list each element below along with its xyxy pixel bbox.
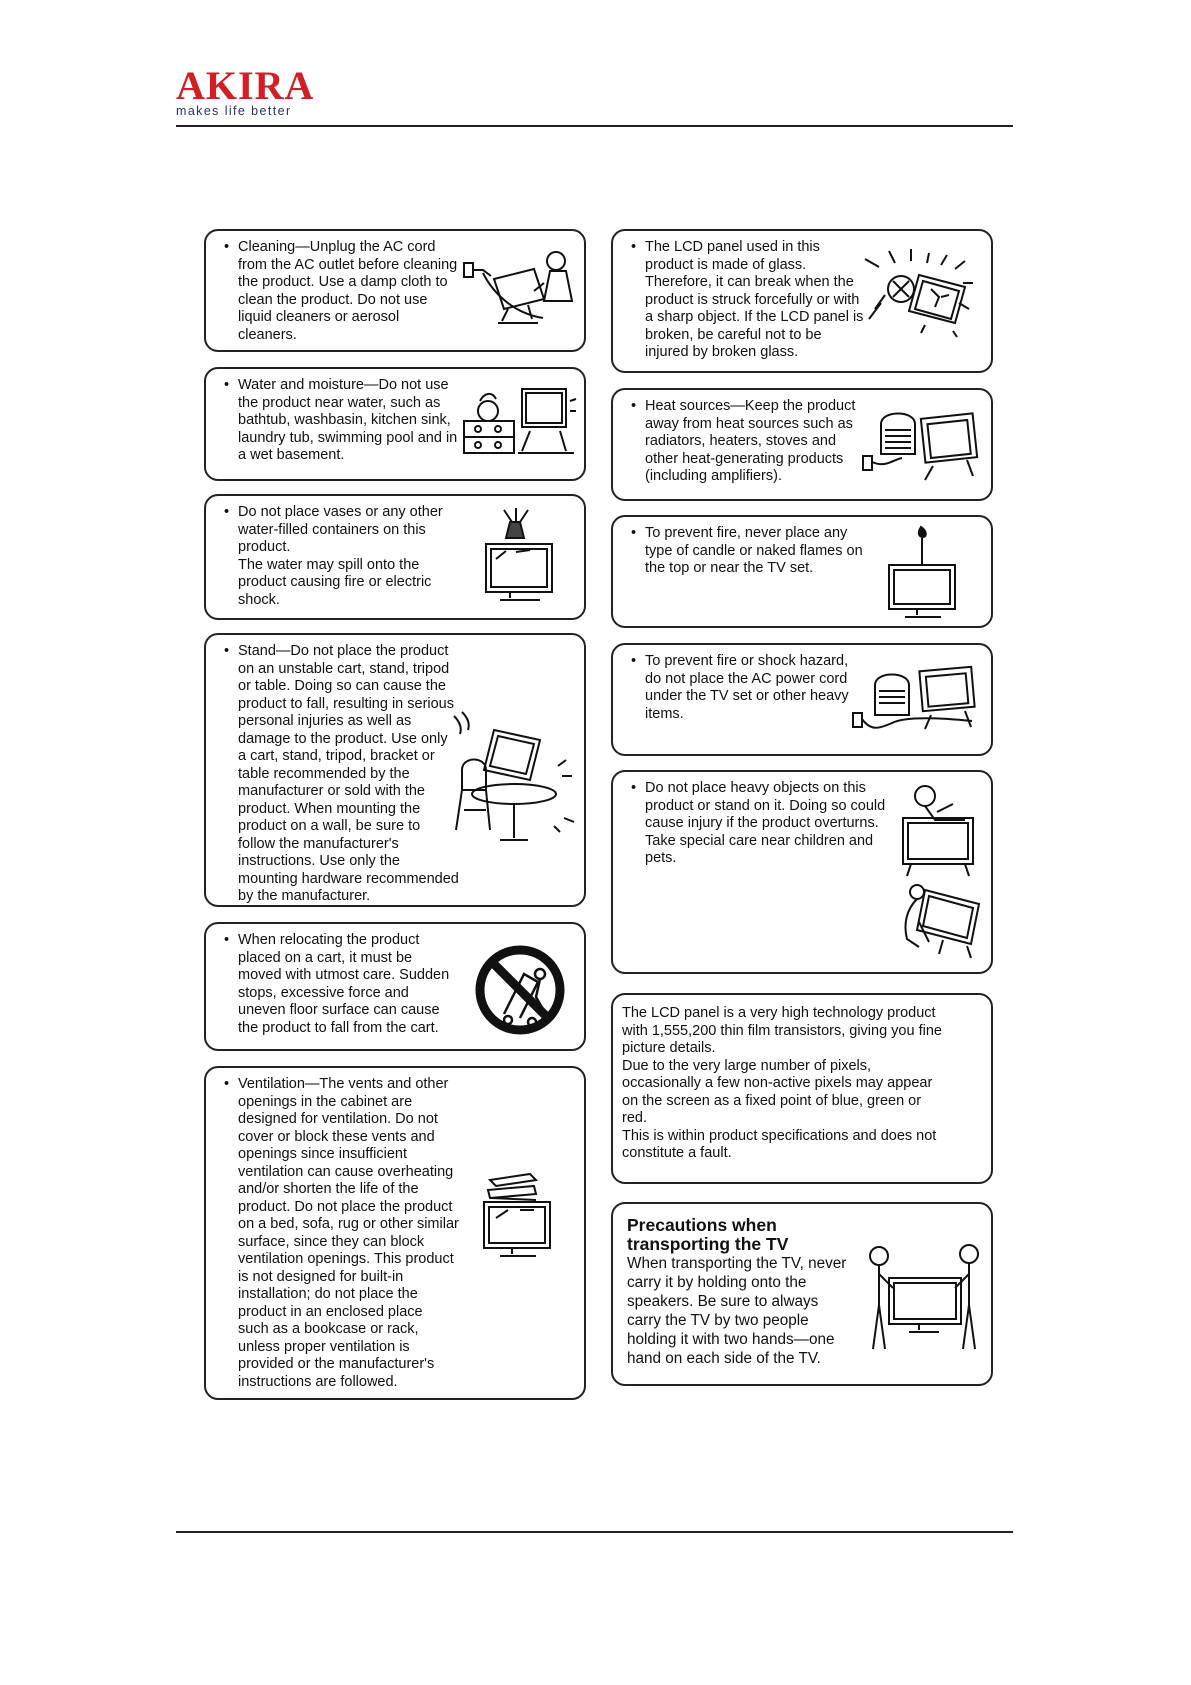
text-line: product. When mounting the: [238, 800, 421, 817]
brand-logo: AKIRA: [176, 63, 315, 108]
precautions-body: [627, 1254, 859, 1368]
text-line: ventilation openings. This product: [238, 1251, 454, 1267]
text-line: This is within product specifications and does not: [622, 1127, 937, 1144]
safety-box-stand: [204, 633, 586, 907]
safety-box-cleaning: [204, 229, 586, 352]
text-line: other heat-generating products: [645, 450, 844, 467]
text-line: laundry tub, swimming pool and in: [238, 429, 458, 446]
text-line: injured by broken glass.: [645, 344, 799, 360]
title-line: Precautions when: [627, 1215, 777, 1235]
text-line: red.: [622, 1110, 647, 1126]
text-line: type of candle or naked flames on: [645, 542, 863, 559]
text-line: on the screen as a fixed point of blue, green or: [622, 1092, 922, 1109]
power-cord-under-tv-icon: [849, 657, 985, 747]
text-line: • Do not place vases or any other: [238, 504, 443, 520]
safety-text-cord: [623, 653, 849, 723]
text-line: instructions are followed.: [238, 1373, 398, 1390]
text-line: bathtub, washbasin, kitchen sink,: [238, 412, 451, 428]
text-line: Due to the very large number of pixels,: [622, 1057, 872, 1074]
safety-text-stand: [216, 643, 459, 906]
text-line: pets.: [645, 850, 677, 866]
page-header: [176, 63, 315, 118]
text-line: follow the manufacturer's: [238, 835, 399, 852]
text-line: damage to the product. Use only: [238, 730, 448, 747]
text-line: openings in the cabinet are: [238, 1093, 413, 1110]
text-line: • Do not place heavy objects on this: [645, 780, 866, 796]
text-line: cause injury if the product overturns.: [645, 815, 879, 831]
safety-text-heat: [623, 398, 855, 486]
safety-box-water: [204, 367, 586, 481]
text-line: uneven floor surface can cause: [238, 1002, 440, 1018]
text-line: carry the TV by two people: [627, 1312, 809, 1329]
text-line: the top or near the TV set.: [645, 560, 814, 576]
text-line: product or stand on it. Doing so could: [645, 797, 886, 814]
transport-precautions-box: [611, 1202, 993, 1386]
text-line: • The LCD panel used in this: [645, 239, 820, 255]
books-on-tv-icon: [476, 1168, 566, 1264]
text-line: the product near water, such as: [238, 394, 441, 411]
safety-text-ventilation: [216, 1076, 459, 1391]
safety-box-heavy: [611, 770, 993, 974]
text-line: mounting hardware recommended: [238, 870, 459, 887]
text-line: product causing fire or electric: [238, 574, 432, 590]
text-line: product is struck forcefully or with: [645, 291, 860, 308]
text-line: provided or the manufacturer's: [238, 1356, 435, 1372]
text-line: carry it by holding onto the: [627, 1274, 807, 1291]
text-line: do not place the AC power cord: [645, 670, 848, 687]
text-line: picture details.: [622, 1040, 716, 1056]
tv-falling-table-icon: [444, 710, 580, 850]
text-line: When transporting the TV, never: [627, 1255, 847, 1272]
text-line: a cart, stand, tripod, bracket or: [238, 748, 435, 764]
text-line: such as a bookcase or rack,: [238, 1321, 419, 1337]
text-line: manufacturer or sold with the: [238, 783, 425, 799]
text-line: table recommended by the: [238, 765, 410, 782]
brand-tagline: makes life better: [176, 104, 292, 118]
text-line: cleaners.: [238, 326, 297, 343]
safety-box-candle: [611, 515, 993, 628]
text-line: installation; do not place the: [238, 1286, 418, 1302]
text-line: occasionally a few non-active pixels may appear: [622, 1075, 933, 1091]
text-line: and/or shorten the life of the: [238, 1181, 419, 1197]
text-line: by the manufacturer.: [238, 888, 371, 904]
text-line: the product. Use a damp cloth to: [238, 274, 448, 290]
safety-text-vases: [216, 504, 443, 609]
tv-cleaning-icon: [458, 243, 578, 333]
safety-text-heavy: [623, 780, 885, 868]
text-line: (including amplifiers).: [645, 468, 782, 484]
vase-on-tv-icon: [476, 504, 566, 609]
safety-text-candle: [623, 525, 863, 578]
text-line: • Stand—Do not place the product: [238, 643, 449, 659]
text-line: surface, since they can block: [238, 1233, 425, 1250]
text-line: a wet basement.: [238, 447, 345, 463]
safety-box-glass: [611, 229, 993, 373]
text-line: The water may spill onto the: [238, 556, 420, 573]
text-line: • Cleaning—Unplug the AC cord: [238, 239, 436, 255]
text-line: product to fall, resulting in serious: [238, 695, 454, 712]
text-line: broken, be careful not to be: [645, 326, 822, 343]
safety-text-glass: [623, 239, 863, 362]
safety-text-relocating: [216, 932, 449, 1037]
text-line: The LCD panel is a very high technology product: [622, 1005, 936, 1021]
safety-text-water: [216, 377, 457, 465]
footer-divider: [176, 1531, 1013, 1533]
text-line: holding it with two hands—one: [627, 1331, 835, 1348]
text-line: items.: [645, 705, 684, 722]
text-line: product. Do not place the product: [238, 1198, 453, 1215]
heater-near-tv-icon: [859, 404, 985, 490]
lcd-pixel-note-text: [622, 1005, 942, 1163]
transport-precautions-text: [627, 1216, 859, 1368]
text-line: product in an enclosed place: [238, 1303, 423, 1320]
text-line: placed on a cart, it must be: [238, 949, 413, 966]
safety-text-cleaning: [216, 239, 457, 344]
text-line: ventilation can cause overheating: [238, 1163, 454, 1180]
safety-box-relocating: [204, 922, 586, 1051]
two-people-carrying-tv-icon: [865, 1244, 985, 1354]
text-line: liquid cleaners or aerosol: [238, 309, 400, 325]
text-line: clean the product. Do not use: [238, 291, 428, 308]
no-cart-icon: [474, 944, 566, 1036]
text-line: openings since insufficient: [238, 1146, 408, 1162]
text-line: radiators, heaters, stoves and: [645, 433, 837, 449]
text-line: constitute a fault.: [622, 1145, 732, 1161]
safety-box-vases: [204, 494, 586, 620]
text-line: from the AC outlet before cleaning: [238, 256, 458, 273]
text-line: under the TV set or other heavy: [645, 688, 849, 704]
lcd-pixel-note: [611, 993, 993, 1184]
text-line: Therefore, it can break when the: [645, 274, 854, 290]
ball-breaking-tv-icon: [861, 249, 985, 339]
text-line: product on a wall, be sure to: [238, 818, 421, 834]
water-sink-icon: [460, 381, 580, 471]
text-line: on a bed, sofa, rug or other similar: [238, 1216, 459, 1232]
text-line: product.: [238, 539, 291, 555]
text-line: • Water and moisture—Do not use: [238, 377, 449, 393]
text-line: is not designed for built-in: [238, 1268, 404, 1285]
text-line: • Ventilation—The vents and other: [238, 1076, 449, 1092]
text-line: shock.: [238, 591, 280, 608]
candle-on-tv-icon: [883, 525, 963, 623]
text-line: away from heat sources such as: [645, 415, 853, 432]
text-line: speakers. Be sure to always: [627, 1293, 819, 1310]
precautions-title: [627, 1216, 859, 1254]
header-divider: [176, 125, 1013, 127]
text-line: • To prevent fire or shock hazard,: [645, 653, 849, 669]
text-line: moved with utmost care. Sudden: [238, 967, 450, 983]
text-line: hand on each side of the TV.: [627, 1350, 821, 1367]
child-and-dog-on-tv-icon: [897, 782, 985, 964]
text-line: water-filled containers on this: [238, 521, 426, 538]
text-line: • Heat sources—Keep the product: [645, 398, 856, 414]
text-line: a sharp object. If the LCD panel is: [645, 309, 864, 325]
text-line: • When relocating the product: [238, 932, 420, 948]
safety-box-heat: [611, 388, 993, 501]
text-line: stops, excessive force and: [238, 984, 409, 1001]
text-line: with 1,555,200 thin film transistors, giving you fine: [622, 1022, 942, 1039]
text-line: personal injuries as well as: [238, 713, 412, 729]
text-line: designed for ventilation. Do not: [238, 1111, 438, 1127]
text-line: • To prevent fire, never place any: [645, 525, 848, 541]
text-line: cover or block these vents and: [238, 1128, 435, 1145]
safety-box-cord: [611, 643, 993, 756]
text-line: the product to fall from the cart.: [238, 1019, 439, 1036]
text-line: Take special care near children and: [645, 832, 874, 849]
text-line: instructions. Use only the: [238, 853, 400, 869]
safety-box-ventilation: [204, 1066, 586, 1400]
text-line: on an unstable cart, stand, tripod: [238, 660, 450, 677]
text-line: or table. Doing so can cause the: [238, 678, 446, 694]
text-line: unless proper ventilation is: [238, 1338, 410, 1355]
title-line: transporting the TV: [627, 1234, 789, 1254]
text-line: product is made of glass.: [645, 256, 807, 273]
